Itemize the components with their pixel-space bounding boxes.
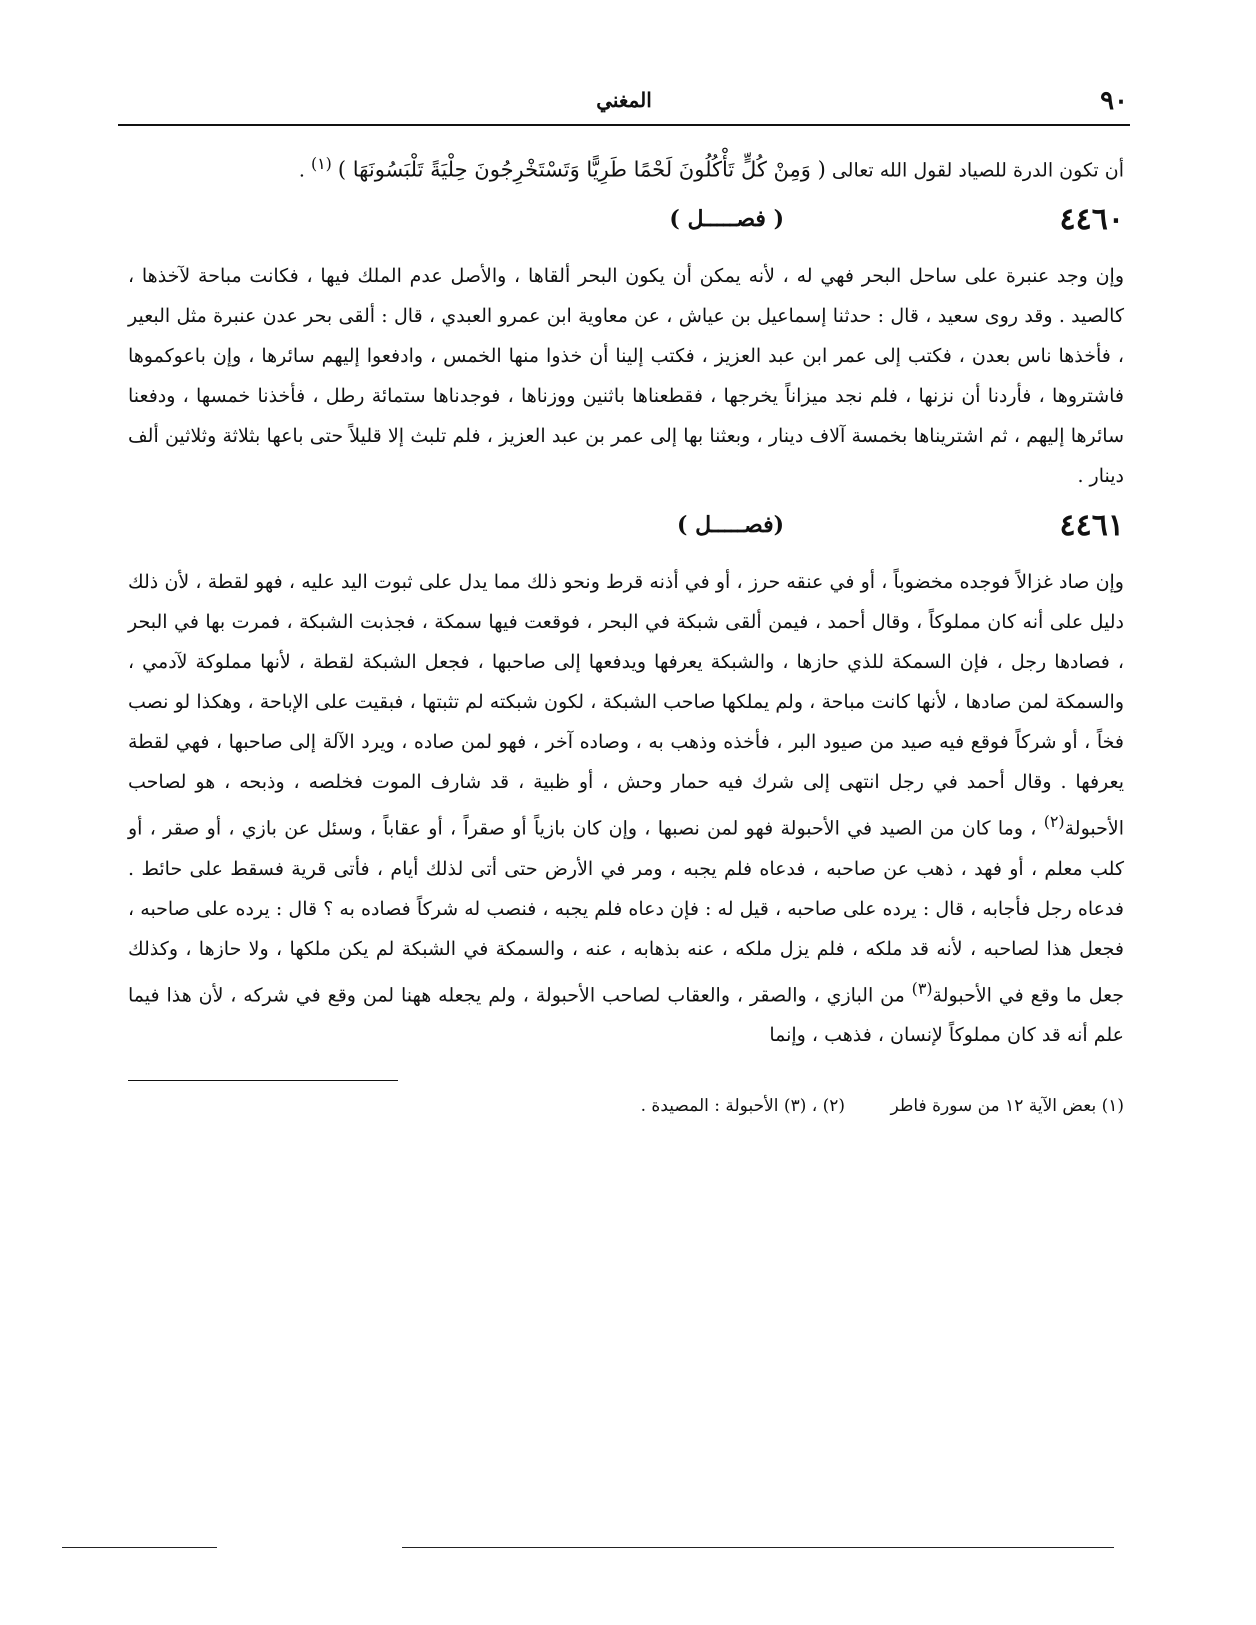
section-heading-4461 — [128, 500, 1124, 558]
section-number: ٤٤٦١ — [1059, 508, 1124, 544]
page-header — [120, 86, 1128, 122]
section-4461-text — [128, 562, 1124, 1055]
quran-verse: ( وَمِنْ كُلٍّ تَأْكُلُونَ لَحْمًا طَرِيًّا وَتَسْتَخْرِجُونَ حِلْيَةً تَلْبَسُونَهَا ) — [337, 157, 826, 182]
footnotes — [128, 1096, 1124, 1116]
footnote-1: (١) بعض الآية ١٢ من سورة فاطر — [890, 1096, 1124, 1116]
footnote-mark-3: (٣) — [911, 978, 933, 998]
section-heading-4460 — [128, 194, 1124, 252]
header-rule — [118, 124, 1130, 126]
opening-paragraph — [128, 144, 1124, 190]
opening-text: أن تكون الدرة للصياد لقول الله تعالى — [831, 159, 1124, 182]
section-number: ٤٤٦٠ — [1059, 202, 1124, 238]
section-4461-part-3: من البازي ، والصقر ، والعقاب لصاحب الأحبولة ، ولم يجعله ههنا لمن وقع في شركه ، لأن هذا فيما علم أنه قد كان مملوكاً لإنسان ، فذهب ، وإنما — [128, 983, 1124, 1046]
bottom-rule-right — [402, 1547, 1114, 1548]
opening-text-end: . — [298, 159, 305, 182]
footnote-mark-2: (٢) — [1043, 812, 1065, 832]
section-title: (فصـــــل ) — [677, 512, 784, 539]
section-title: ( فصـــــل ) — [669, 206, 784, 233]
section-4460-text: وإن وجد عنبرة على ساحل البحر فهي له ، لأنه يمكن أن يكون البحر ألقاها ، والأصل عدم الملك فيها ، فكانت مباحة لآخذها ، كالصيد . وقد روى سعيد ، قال : حدثنا إسماعيل بن عياش ، عن معاوية ابن عمرو العبدي ، قال : ألقى بحر عدن عنبرة مثل البعير ، فأخذها ناس بعدن ، فكتب إلى عمر ابن عبد العزيز ، فكتب إلينا أن خذوا منها الخمس ، وادفعوا إليهم سائرها ، وإن باعوكموها فاشتروها ، فأردنا أن نزنها ، فلم نجد ميزاناً يخرجها ، فقطعناها باثنين ووزناها ، فوجدناها ستمائة رطل ، فأخذنا خمسها ، ودفعنا سائرها إليهم ، ثم اشتريناها بخمسة آلاف دينار ، وبعثنا بها إلى عمر بن عبد العزيز ، فلم تلبث إلا قليلاً حتى باعها بثلاثة وثلاثين ألف دينار . — [128, 265, 1124, 488]
section-4461-part-1: وإن صاد غزالاً فوجده مخضوباً ، أو في عنقه حرز ، أو في أذنه قرط ونحو ذلك مما يدل على ثبوت اليد عليه ، فهو لقطة ، لأن ذلك دليل على أنه كان مملوكاً ، وقال أحمد ، فيمن ألقى شبكة في البحر ، فوقعت فيها سمكة ، فجذبت الشبكة ، فمرت بها في البحر ، فصادها رجل ، فإن السمكة للذي حازها ، والشبكة يعرفها ويدفعها إلى صاحبها ، فجعل الشبكة لقطة ، لأنها مملوكة لآدمي ، والسمكة لمن صادها ، لأنها كانت مباحة ، ولم يملكها صاحب الشبكة ، لكون شبكته لم تثبتها ، فبقيت على الإباحة ، وهكذا لو نصب فخاً ، أو شركاً فوقع فيه صيد من صيود البر ، فأخذه وذهب به ، وصاده آخر ، فهو لمن صاده ، ويرد الآلة إلى صاحبها ، فهي لقطة يعرفها . وقال أحمد في رجل انتهى إلى شرك فيه حمار وحش ، أو ظبية ، قد شارف الموت فخلصه ، وذبحه ، هو لصاحب الأحبولة — [128, 571, 1125, 840]
footnote-rule — [128, 1080, 398, 1081]
main-text — [128, 144, 1124, 1055]
running-title: المغني — [596, 88, 652, 112]
section-4461-part-2: ، وما كان من الصيد في الأحبولة فهو لمن نصبها ، وإن كان بازياً أو صقراً ، أو عقاباً ، وسئل عن بازي ، أو صقر ، أو كلب معلم ، أو فهد ، ذهب عن صاحبه ، فدعاه فلم يجبه ، ومر في الأرض حتى أتى لذلك أيام ، فأتى قرية فسقط على حائط . فدعاه رجل فأجابه ، قال : يرده على صاحبه ، قيل له : فإن دعاه فلم يجبه ، فنصب له شركاً فصاده به ؟ قال : يرده على صاحبه ، فجعل هذا لصاحبه ، لأنه قد ملكه ، فلم يزل ملكه ، عنه بذهابه ، عنه ، والسمكة في الشبكة لم يكن ملكها ، ولا حازها ، وكذلك جعل ما وقع في الأحبولة — [128, 817, 1124, 1006]
page-number: ٩٠ — [1100, 86, 1128, 116]
bottom-rule-left — [62, 1547, 217, 1548]
footnote-2-3: (٢) ، (٣) الأحبولة : المصيدة . — [640, 1096, 846, 1116]
footnote-mark-1: (١) — [310, 154, 332, 173]
